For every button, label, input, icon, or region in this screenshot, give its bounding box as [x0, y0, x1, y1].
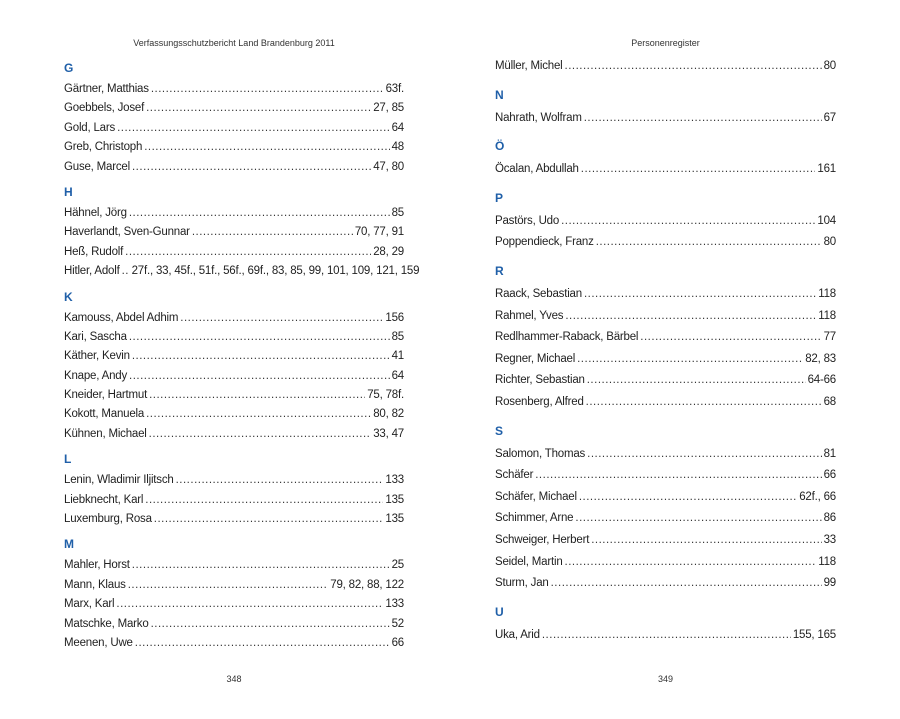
index-section [64, 447, 404, 529]
index-entry [495, 392, 836, 414]
entry-pages: 104 [817, 214, 836, 227]
entry-pages: 52 [391, 617, 404, 630]
entry-name: Heß, Rudolf [64, 245, 124, 258]
dot-leader [144, 138, 389, 157]
entry-pages: 135 [385, 513, 404, 526]
entry-name: Kokott, Manuela [64, 408, 145, 421]
entry-pages: 64-66 [807, 374, 836, 387]
entry-name: Öcalan, Abdullah [495, 163, 579, 176]
index-entry [495, 56, 836, 78]
dot-leader [581, 159, 816, 181]
dot-leader [125, 243, 371, 262]
section-letter: S [495, 423, 504, 438]
dot-leader [176, 471, 384, 490]
index-entry [64, 80, 404, 99]
section-letter: N [495, 87, 504, 102]
entry-name: Mahler, Horst [64, 559, 130, 572]
dot-leader [565, 552, 817, 574]
dot-leader [129, 204, 390, 223]
entry-name: Gärtner, Matthias [64, 83, 149, 95]
index-entry [64, 158, 404, 177]
entry-name: Käther, Kevin [64, 350, 130, 363]
dot-leader [129, 328, 390, 347]
entry-name: Kneider, Hartmut [64, 389, 148, 402]
entry-name: Schimmer, Arne [495, 512, 574, 525]
entry-name: Regner, Michael [495, 352, 576, 365]
index-section [495, 82, 836, 130]
entry-name: Redlhammer-Raback, Bärbel [495, 331, 639, 344]
entry-pages: 135 [385, 493, 404, 506]
entry-name: Liebknecht, Karl [64, 493, 144, 506]
dot-leader [154, 510, 384, 529]
index-entry [64, 367, 404, 386]
dot-leader [596, 232, 822, 254]
entry-pages: 82, 83 [805, 352, 836, 365]
dot-leader [149, 425, 372, 444]
entry-name: Müller, Michel [495, 60, 563, 72]
entry-name: Nahrath, Wolfram [495, 111, 582, 124]
entry-pages: 64 [391, 121, 404, 134]
section-letter: Ö [495, 139, 505, 154]
entry-pages: 64 [391, 369, 404, 382]
dot-leader [146, 99, 371, 118]
index-entry [64, 556, 404, 575]
entry-name: Kühnen, Michael [64, 427, 147, 440]
entry-pages: 67 [823, 111, 836, 124]
entry-pages: 66 [823, 469, 836, 482]
entry-name: Uka, Arid [495, 628, 540, 641]
entry-pages: 80 [823, 60, 836, 72]
entry-name: Meenen, Uwe [64, 636, 133, 649]
entry-pages: 63f. [385, 83, 404, 95]
entry-pages: 62f., 66 [799, 490, 836, 503]
index-entry [64, 309, 404, 328]
entry-pages: 133 [385, 474, 404, 487]
dot-leader [579, 487, 797, 509]
index-section [64, 56, 404, 177]
running-head: Personenregister [631, 38, 700, 48]
dot-leader [116, 595, 383, 614]
entry-pages: 99 [823, 577, 836, 590]
index-entry [495, 284, 836, 306]
dot-leader [565, 306, 816, 328]
entry-name: Raack, Sebastian [495, 287, 582, 300]
entry-pages: 33 [823, 533, 836, 546]
index-entry [64, 491, 404, 510]
entry-pages: 155, 165 [792, 628, 836, 641]
index-entry [495, 370, 836, 392]
index-entry [64, 138, 404, 157]
dot-leader [575, 508, 821, 530]
index-entry [64, 405, 404, 424]
index-section [495, 258, 836, 414]
entry-pages: 33, 47 [373, 427, 404, 440]
index-entry [64, 347, 404, 366]
dot-leader [149, 386, 365, 405]
page-number: 348 [226, 674, 242, 684]
index-column [64, 56, 420, 653]
index-entry [64, 471, 404, 490]
entry-pages: 86 [823, 512, 836, 525]
entry-pages: 161 [817, 163, 836, 176]
index-section [64, 532, 404, 653]
dot-leader [129, 367, 390, 386]
entry-pages: 118 [818, 287, 836, 300]
entry-name: Sturm, Jan [495, 577, 549, 590]
entry-name: Mann, Klaus [64, 578, 126, 591]
entry-name: Kamouss, Abdel Adhim [64, 311, 179, 324]
index-entry [495, 444, 836, 466]
dot-leader [584, 284, 816, 306]
entry-name: Gold, Lars [64, 121, 116, 134]
entry-pages: 79, 82, 88, 122 [330, 578, 404, 591]
dot-leader [565, 56, 822, 78]
section-letter: R [495, 263, 504, 278]
dot-leader [151, 80, 384, 99]
index-section [495, 185, 836, 254]
entry-name: Schäfer [495, 469, 534, 482]
index-entry [495, 306, 836, 328]
section-letter: G [64, 61, 74, 75]
dot-leader [584, 108, 822, 130]
dot-leader [640, 327, 821, 349]
entry-name: Rahmel, Yves [495, 309, 564, 322]
index-entry [64, 99, 404, 118]
index-entry [64, 576, 404, 595]
index-entry [64, 204, 404, 223]
index-entry [495, 573, 836, 595]
entry-name: Hähnel, Jörg [64, 206, 127, 219]
entry-name: Greb, Christoph [64, 141, 143, 154]
entry-name: Haverlandt, Sven-Gunnar [64, 226, 190, 239]
index-entry [64, 223, 404, 242]
index-section [64, 180, 420, 282]
entry-name: Marx, Karl [64, 598, 115, 611]
index-entry [495, 530, 836, 552]
entry-name: Pastörs, Udo [495, 214, 560, 227]
index-entry [64, 595, 404, 614]
entry-name: Richter, Sebastian [495, 374, 585, 387]
index-entry [64, 386, 404, 405]
dot-leader [117, 119, 390, 138]
entry-pages: 75, 78f. [367, 389, 404, 402]
entry-name: Schäfer, Michael [495, 490, 577, 503]
entry-pages: 66 [391, 636, 404, 649]
index-entry [64, 425, 404, 444]
entry-pages: 48 [391, 141, 404, 154]
entry-pages: 27f., 33, 45f., 51f., 56f., 69f., 83, 85, 99, 101, 109, 121, 159 [131, 265, 420, 278]
dot-leader [535, 465, 821, 487]
running-head: Verfassungsschutzbericht Land Brandenburg 2011 [133, 38, 335, 48]
entry-name: Guse, Marcel [64, 160, 130, 173]
entry-name: Kari, Sascha [64, 330, 127, 343]
index-column [495, 56, 836, 646]
index-entry [495, 349, 836, 371]
dot-leader [122, 262, 130, 281]
index-entry [64, 328, 404, 347]
entry-pages: 85 [391, 206, 404, 219]
entry-name: Hitler, Adolf [64, 265, 120, 278]
entry-name: Lenin, Wladimir Iljitsch [64, 474, 174, 487]
entry-pages: 68 [823, 395, 836, 408]
entry-pages: 28, 29 [373, 245, 404, 258]
index-entry [64, 262, 420, 281]
section-letter: K [64, 289, 73, 304]
dot-leader [561, 211, 815, 233]
dot-leader [132, 158, 371, 177]
entry-pages: 80, 82 [373, 408, 404, 421]
dot-leader [151, 615, 390, 634]
entry-name: Poppendieck, Franz [495, 236, 594, 249]
index-section [495, 599, 836, 647]
entry-pages: 80 [823, 236, 836, 249]
dot-leader [180, 309, 383, 328]
entry-pages: 77 [823, 331, 836, 344]
section-letter: P [495, 190, 504, 205]
dot-leader [146, 405, 371, 424]
dot-leader [192, 223, 353, 242]
index-entry [64, 119, 404, 138]
index-entry [495, 159, 836, 181]
entry-pages: 85 [391, 330, 404, 343]
dot-leader [132, 556, 390, 575]
index-entry [64, 510, 404, 529]
index-entry [64, 634, 404, 653]
index-entry [495, 108, 836, 130]
entry-pages: 25 [391, 559, 404, 572]
dot-leader [132, 347, 390, 366]
dot-leader [587, 444, 821, 466]
entry-pages: 118 [818, 555, 836, 568]
index-section [495, 418, 836, 595]
entry-name: Goebbels, Josef [64, 102, 145, 115]
index-entry [64, 615, 404, 634]
entry-pages: 81 [823, 447, 836, 460]
index-section [495, 133, 836, 181]
entry-name: Schweiger, Herbert [495, 533, 590, 546]
section-letter: U [495, 604, 504, 619]
dot-leader [586, 392, 822, 414]
entry-name: Rosenberg, Alfred [495, 395, 584, 408]
entry-pages: 70, 77, 91 [354, 226, 404, 239]
section-letter: M [64, 537, 74, 552]
index-entry [495, 232, 836, 254]
entry-pages: 27, 85 [373, 102, 404, 115]
index-entry [495, 552, 836, 574]
dot-leader [587, 370, 806, 392]
dot-leader [128, 576, 329, 595]
entry-name: Seidel, Martin [495, 555, 563, 568]
dot-leader [577, 349, 803, 371]
index-entry [495, 465, 836, 487]
dot-leader [591, 530, 821, 552]
index-section [495, 56, 836, 78]
index-entry [64, 243, 404, 262]
dot-leader [135, 634, 390, 653]
entry-pages: 41 [391, 350, 404, 363]
entry-pages: 47, 80 [373, 160, 404, 173]
entry-name: Knape, Andy [64, 369, 128, 382]
section-letter: L [64, 452, 72, 467]
index-entry [495, 327, 836, 349]
entry-pages: 156 [385, 311, 404, 324]
index-entry [495, 211, 836, 233]
entry-pages: 118 [818, 309, 836, 322]
dot-leader [542, 625, 791, 647]
right-page [495, 0, 836, 719]
entry-name: Luxemburg, Rosa [64, 513, 152, 526]
entry-name: Salomon, Thomas [495, 447, 586, 460]
left-page [64, 0, 420, 719]
index-entry [495, 508, 836, 530]
dot-leader [145, 491, 383, 510]
index-section [64, 285, 404, 445]
index-entry [495, 487, 836, 509]
dot-leader [551, 573, 822, 595]
section-letter: H [64, 184, 73, 199]
page-number: 349 [657, 674, 674, 684]
index-entry [495, 625, 836, 647]
entry-name: Matschke, Marko [64, 617, 149, 630]
entry-pages: 133 [385, 598, 404, 611]
